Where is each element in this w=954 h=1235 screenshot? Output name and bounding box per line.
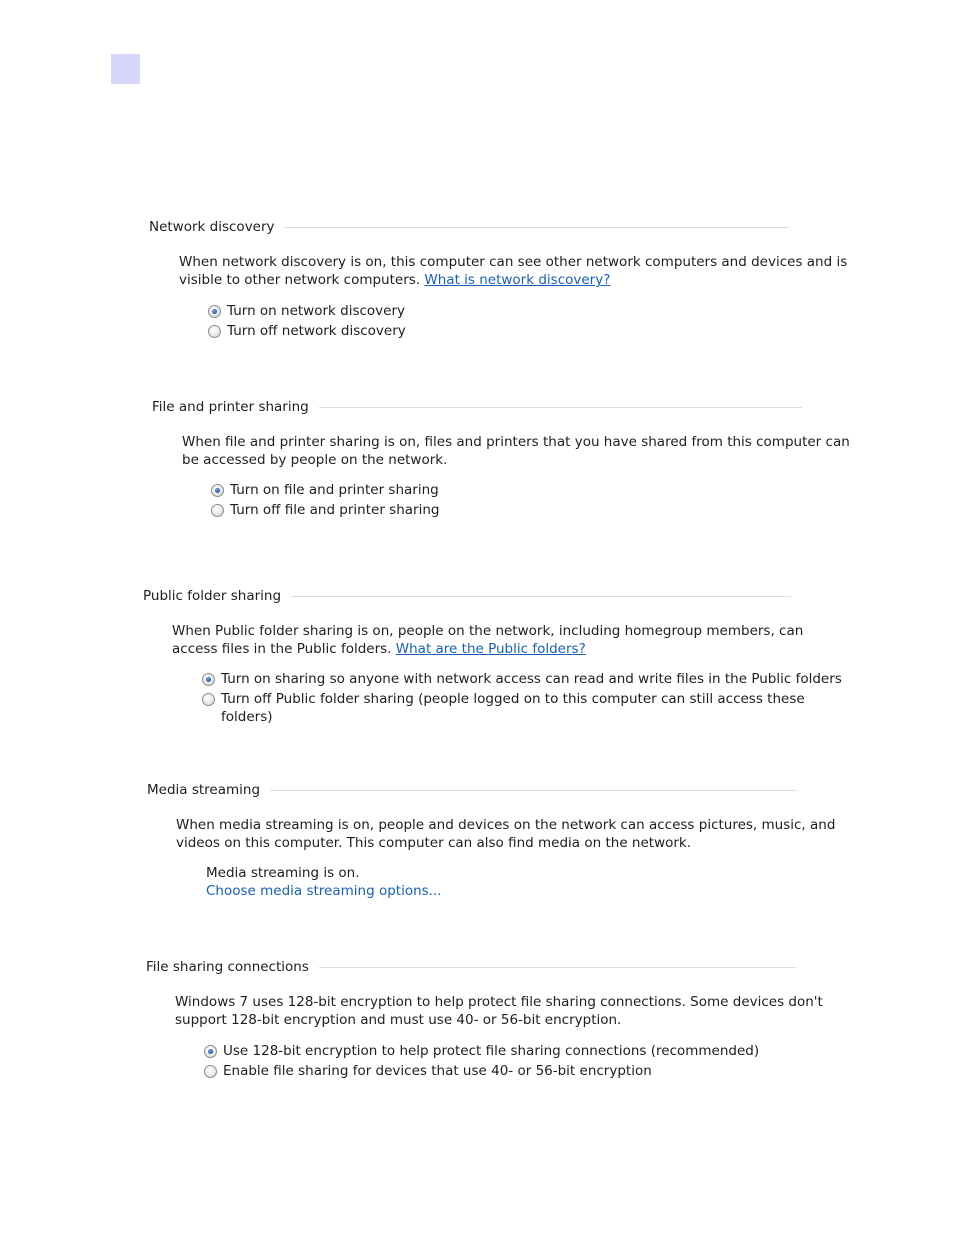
radio-button-selected[interactable] — [204, 1045, 217, 1058]
section-header — [152, 398, 802, 418]
radio-button[interactable] — [202, 693, 215, 706]
radio-button-selected[interactable] — [211, 484, 224, 497]
radio-button[interactable] — [208, 325, 221, 338]
radio-label-line[interactable]: folders) — [221, 709, 273, 725]
section-file-printer-sharing — [152, 398, 850, 518]
section-title: Network discovery — [149, 218, 285, 236]
section-header — [147, 781, 797, 801]
page-corner-marker — [111, 54, 140, 84]
help-link-network-discovery[interactable]: What is network discovery? — [424, 272, 611, 288]
radio-label[interactable]: Turn on sharing so anyone with network access can read and write files in the Public folders — [221, 671, 842, 687]
section-description — [172, 622, 803, 658]
radio-label[interactable]: Turn off file and printer sharing — [230, 502, 440, 518]
radio-button[interactable] — [211, 504, 224, 517]
section-header — [143, 587, 791, 607]
radio-label[interactable]: Turn on file and printer sharing — [230, 482, 439, 498]
description-line: When media streaming is on, people and devices on the network can access pictures, music, and — [176, 817, 836, 833]
status-text: Media streaming is on. — [206, 865, 360, 881]
radio-label[interactable] — [221, 690, 805, 726]
media-streaming-status — [206, 864, 442, 900]
radio-label[interactable]: Use 128-bit encryption to help protect file sharing connections (recommended) — [223, 1043, 760, 1059]
radio-label[interactable]: Enable file sharing for devices that use 40- or 56-bit encryption — [223, 1063, 652, 1079]
description-line: visible to other network computers. — [179, 272, 421, 288]
radio-label-line[interactable]: Turn off Public folder sharing (people logged on to this computer can still access these — [221, 691, 805, 707]
radio-button[interactable] — [204, 1065, 217, 1078]
description-line: Windows 7 uses 128-bit encryption to help protect file sharing connections. Some devices don't — [175, 994, 823, 1010]
choose-media-streaming-options-link[interactable]: Choose media streaming options... — [206, 883, 442, 899]
section-description — [175, 993, 823, 1029]
help-link-public-folders[interactable]: What are the Public folders? — [395, 641, 586, 657]
section-header — [146, 958, 796, 978]
description-line: access files in the Public folders. — [172, 641, 392, 657]
section-title: Public folder sharing — [143, 587, 291, 605]
description-line: support 128-bit encryption and must use 40- or 56-bit encryption. — [175, 1012, 622, 1028]
section-public-folder-sharing — [143, 587, 842, 725]
radio-label[interactable]: Turn off network discovery — [227, 323, 406, 339]
radio-button-selected[interactable] — [202, 673, 215, 686]
radio-button-selected[interactable] — [208, 305, 221, 318]
description-line: When file and printer sharing is on, files and printers that you have shared from this computer can — [182, 434, 850, 450]
section-description — [179, 253, 847, 289]
section-description — [176, 816, 835, 852]
section-description — [182, 433, 850, 469]
description-line: When network discovery is on, this computer can see other network computers and devices and is — [179, 254, 848, 270]
section-title: File and printer sharing — [152, 398, 319, 416]
radio-label[interactable]: Turn on network discovery — [227, 303, 406, 319]
description-line: be accessed by people on the network. — [182, 452, 448, 468]
section-media-streaming — [147, 781, 836, 899]
section-header — [149, 218, 789, 238]
description-line: videos on this computer. This computer can also find media on the network. — [176, 835, 692, 851]
section-file-sharing-connections — [146, 958, 823, 1079]
section-title: File sharing connections — [146, 958, 319, 976]
section-network-discovery — [149, 218, 848, 339]
description-line: When Public folder sharing is on, people on the network, including homegroup members, can — [172, 623, 804, 639]
section-title: Media streaming — [147, 781, 270, 799]
